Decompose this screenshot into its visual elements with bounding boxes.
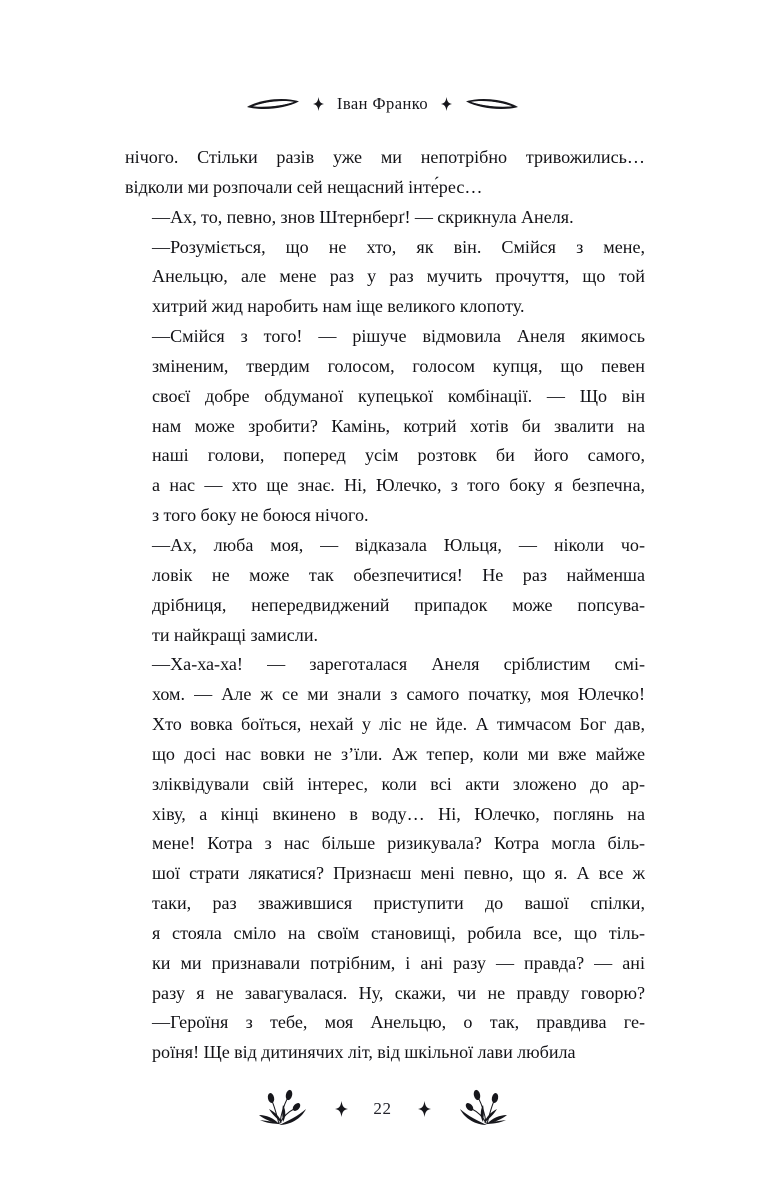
text-line: хитрий жид наробить нам іще великого клопоту. [152,296,525,317]
paragraph-3 [125,233,645,323]
text-line: Хто вовка боїться, нехай у ліс не йде. А тимчасом Бог дав, [152,714,645,735]
text-line: шої страти лякатися? Признаєш мені певно, що я. А все ж [152,863,645,884]
botanical-sprig-icon-right [453,1088,511,1130]
diamond-ornament-footer-right [418,1101,431,1117]
diamond-ornament-footer-left [335,1101,348,1117]
text-line: відколи ми розпочали сей нещасний інте́рес… [125,176,483,197]
text-line: таки, раз зважившися приступити до вашої спілки, [152,893,645,914]
text-line: хіву, а кінці вкинено в воду… Ні, Юлечко, поглянь на [152,803,645,824]
text-line: наші голови, поперед усім розтовк би його самого, [152,445,645,466]
paragraph-7 [125,1008,645,1068]
text-line: мене! Котра з нас більше ризикувала? Котра могла біль- [152,833,645,854]
paragraph-2 [125,203,645,233]
paragraph-4 [125,322,645,531]
body-text-block [125,143,645,1068]
text-line: хом. — Але ж се ми знали з самого початку, моя Юлечко! [152,684,645,705]
text-line: своєї добре обдуманої купецької комбінації. — Що він [152,385,645,406]
text-line: нам може зробити? Камінь, котрий хотів би звалити на [152,415,645,436]
header-title: Іван Франко [336,94,429,113]
text-line: разу я не завагувалася. Ну, скажи, чи не правду говорю? [152,982,645,1003]
page-footer [0,1086,765,1132]
text-line: —Героїня з тебе, моя Анельцю, о так, правдива ге- [152,1012,645,1033]
text-line: з того боку не боюся нічого. [152,505,369,526]
text-line: Анельцю, але мене раз у раз мучить прочуття, що той [152,266,645,287]
leaf-ornament-right [465,96,519,112]
text-line: —Ах, то, певно, знов Штернберґ! — скрикнула Анеля. [152,206,574,227]
text-line: дрібниця, непередвиджений припадок може попсува- [152,594,645,615]
diamond-ornament-right [441,97,452,111]
paragraph-1 [125,143,645,203]
paragraph-5 [125,531,645,650]
text-line: —Розуміється, що не хто, як він. Смійся з мене, [152,236,645,257]
text-line: —Смійся з того! — рішуче відмовила Анеля якимось [152,326,645,347]
text-line: зліквідували свій інтерес, коли всі акти зложено до ар- [152,773,645,794]
text-line: —Ах, люба моя, — відказала Юльця, — ніколи чо- [152,534,645,555]
text-line: а нас — хто ще знає. Ні, Юлечко, з того боку я безпечна, [152,475,645,496]
text-line: зміненим, твердим голосом, голосом купця, що певен [152,355,645,376]
text-line: нічого. Стільки разів уже ми непотрібно тривожились… [125,147,645,167]
text-line: ки ми признавали потрібним, і ані разу — правда? — ані [152,952,645,973]
leaf-ornament-left [246,96,300,112]
text-line: ти найкращі замисли. [152,624,319,645]
text-line: роїня! Ще від дитинячих літ, від шкільної лави любила [152,1042,576,1063]
paragraph-6 [125,650,645,1008]
page-number: 22 [373,1099,392,1118]
diamond-ornament-left [313,97,324,111]
text-line: що досі нас вовки не з’їли. Аж тепер, коли ми вже майже [152,743,645,764]
botanical-sprig-icon-left [255,1088,313,1130]
text-line: —Ха-ха-ха! — зареготалася Анеля сріблистим смі- [152,654,645,675]
text-line: я стояла сміло на своїм становищі, робила все, що тіль- [152,922,645,943]
text-line: ловік не може так обезпечитися! Не раз найменша [152,564,645,585]
running-header [0,88,765,120]
